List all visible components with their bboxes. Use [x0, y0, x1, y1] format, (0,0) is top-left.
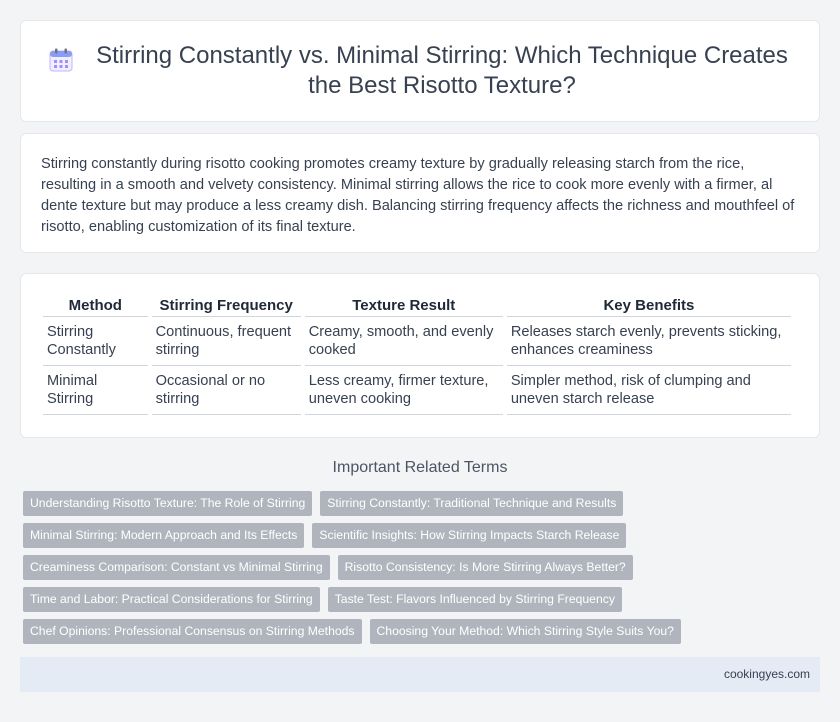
- related-term-tag[interactable]: Time and Labor: Practical Considerations for Stirring: [23, 587, 320, 612]
- table-cell: Less creamy, firmer texture, uneven cooking: [305, 366, 503, 415]
- table-cell: Releases starch evenly, prevents sticking, enhances creaminess: [507, 317, 791, 366]
- summary-card: [20, 133, 820, 253]
- related-term-tag[interactable]: Choosing Your Method: Which Stirring Style Suits You?: [370, 619, 681, 644]
- table-cell: Creamy, smooth, and evenly cooked: [305, 317, 503, 366]
- title-card: [20, 20, 820, 122]
- table-cell: Simpler method, risk of clumping and uneven starch release: [507, 366, 791, 415]
- column-header: Stirring Frequency: [152, 294, 301, 317]
- related-term-tag[interactable]: Chef Opinions: Professional Consensus on Stirring Methods: [23, 619, 362, 644]
- column-header: Method: [43, 294, 148, 317]
- related-term-tag[interactable]: Risotto Consistency: Is More Stirring Always Better?: [338, 555, 633, 580]
- table-row: [43, 366, 791, 415]
- related-terms-heading: Important Related Terms: [332, 459, 508, 476]
- page-title: Stirring Constantly vs. Minimal Stirring: Which Technique Creates the Best Risotto Texture?: [96, 42, 788, 99]
- column-header: Key Benefits: [507, 294, 791, 317]
- comparison-table: [39, 294, 795, 415]
- title-wrap: [40, 41, 800, 101]
- column-header: Texture Result: [305, 294, 503, 317]
- table-header-row: [43, 294, 791, 317]
- related-term-tag[interactable]: Understanding Risotto Texture: The Role of Stirring: [23, 491, 312, 516]
- related-term-tag[interactable]: Scientific Insights: How Stirring Impacts Starch Release: [312, 523, 626, 548]
- related-term-tag[interactable]: Creaminess Comparison: Constant vs Minimal Stirring: [23, 555, 330, 580]
- table-cell: Stirring Constantly: [43, 317, 148, 366]
- calendar-icon: [48, 47, 74, 73]
- related-term-tag[interactable]: Taste Test: Flavors Influenced by Stirring Frequency: [328, 587, 622, 612]
- table-cell: Minimal Stirring: [43, 366, 148, 415]
- summary-text: Stirring constantly during risotto cooking promotes creamy texture by gradually releasing starch from the rice, resulting in a smooth and velvety consistency. Minimal stirring allows the rice to cook more evenly with a firmer, al dente texture but may produce a less creamy dish. Balancing stirring frequency affects the richness and mouthfeel of risotto, enabling customization of its final texture.: [41, 156, 795, 235]
- related-term-tag[interactable]: Stirring Constantly: Traditional Technique and Results: [320, 491, 623, 516]
- table-row: [43, 317, 791, 366]
- comparison-table-card: [20, 273, 820, 438]
- footer: [20, 657, 820, 692]
- related-terms-list: [23, 491, 823, 651]
- table-cell: Continuous, frequent stirring: [152, 317, 301, 366]
- site-credit[interactable]: cookingyes.com: [723, 667, 810, 681]
- table-cell: Occasional or no stirring: [152, 366, 301, 415]
- related-term-tag[interactable]: Minimal Stirring: Modern Approach and Its Effects: [23, 523, 304, 548]
